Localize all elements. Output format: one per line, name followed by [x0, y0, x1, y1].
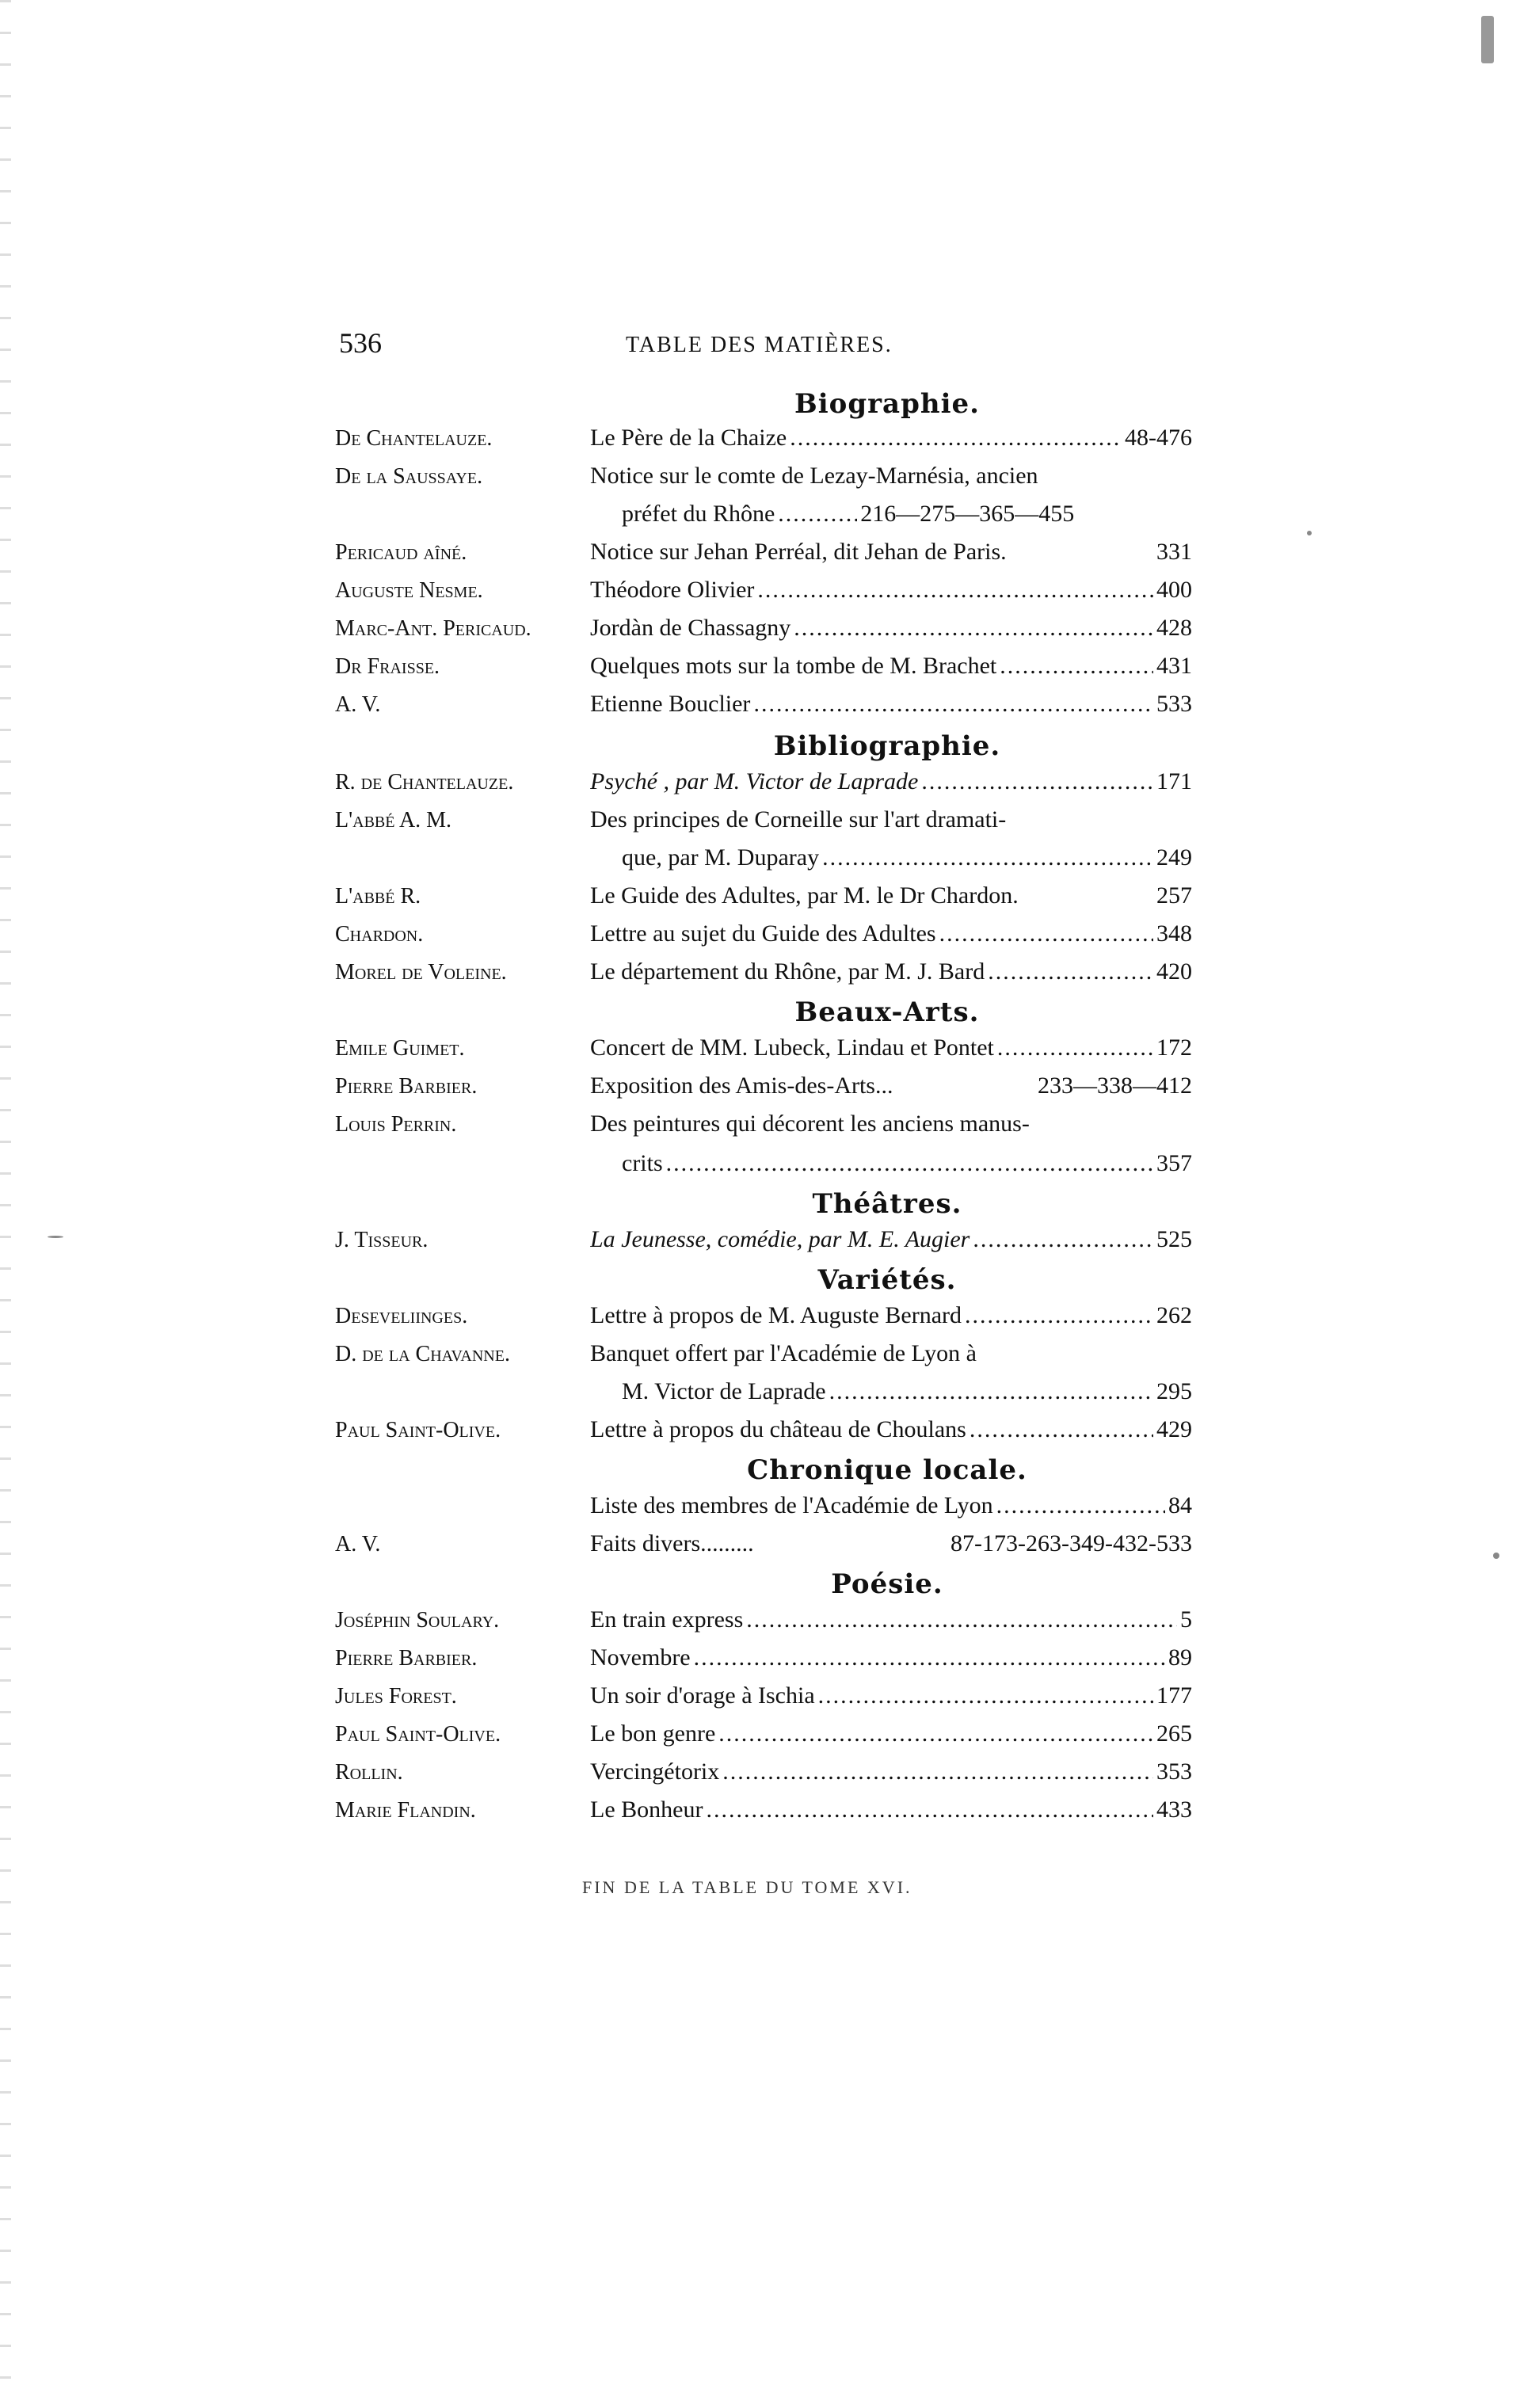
scan-speck: [48, 1236, 63, 1238]
page-number: 536: [339, 327, 382, 359]
entry-page: 265: [1156, 1720, 1192, 1747]
entry-title: Exposition des Amis-des-Arts...: [590, 1073, 893, 1099]
running-title: TABLE DES MATIÈRES.: [626, 333, 893, 357]
entry-title: Jordàn de Chassagny: [590, 615, 791, 641]
entry-author: Marc-Ant. Pericaud.: [335, 616, 531, 641]
entry-author: Joséphin Soulary.: [335, 1608, 500, 1633]
entry-page: 249: [1156, 844, 1192, 871]
entry-title: Le Bonheur: [590, 1796, 703, 1823]
entry-page: 171: [1156, 768, 1192, 794]
entry-title-row: [590, 539, 1192, 566]
entry-author: Jules Forest.: [335, 1684, 457, 1709]
entry-title: Des peintures qui décorent les anciens manus-: [590, 1111, 1030, 1137]
entry-continuation: M. Victor de Laprade: [622, 1378, 826, 1404]
entry-title: Lettre à propos de M. Auguste Bernard: [590, 1302, 962, 1328]
entry-title: Un soir d'orage à Ischia: [590, 1682, 815, 1709]
section-heading-varietes: Variétés.: [817, 1264, 957, 1296]
entry-author: Paul Saint-Olive.: [335, 1418, 501, 1442]
entry-author: Deseveliinges.: [335, 1304, 468, 1328]
entry-title: Notice sur le comte de Lezay-Marnésia, ancien: [590, 463, 1038, 489]
entry-title-row: [590, 1796, 1192, 1823]
entry-page: 533: [1156, 691, 1192, 717]
entry-title: La Jeunesse, comédie, par M. E. Augier: [590, 1226, 970, 1252]
entry-title-row: [590, 653, 1192, 680]
entry-title-row: [590, 1606, 1192, 1633]
entry-author: Louis Perrin.: [335, 1112, 457, 1137]
entry-page: 87-173-263-349-432-533: [950, 1530, 1192, 1556]
entry-title: Quelques mots sur la tombe de M. Brachet: [590, 653, 997, 679]
entry-page: 400: [1156, 577, 1192, 603]
entry-title-row: [590, 691, 1192, 718]
entry-title: Le Guide des Adultes, par M. le Dr Chardon.: [590, 882, 1019, 909]
entry-title-row: [590, 577, 1192, 604]
scan-speck: [1493, 1553, 1499, 1559]
section-heading-poesie: Poésie.: [831, 1568, 943, 1600]
entry-page: 5: [1180, 1606, 1192, 1633]
entry-author: R. de Chantelauze.: [335, 770, 514, 794]
entry-title-row: [590, 768, 1192, 795]
entry-title: Le Père de la Chaize: [590, 425, 787, 451]
entry-page: 262: [1156, 1302, 1192, 1328]
entry-author: Rollin.: [335, 1760, 403, 1785]
entry-author: D. de la Chavanne.: [335, 1342, 510, 1366]
entry-author: De la Saussaye.: [335, 464, 483, 489]
entry-title-row: [590, 1226, 1192, 1253]
section-heading-chronique-locale: Chronique locale.: [747, 1454, 1027, 1486]
entry-page: 48-476: [1125, 425, 1192, 451]
entry-page: 353: [1156, 1758, 1192, 1785]
entry-title: Des principes de Corneille sur l'art dramati-: [590, 806, 1007, 833]
entry-author: Paul Saint-Olive.: [335, 1722, 501, 1747]
entry-page: 431: [1156, 653, 1192, 679]
entry-title: En train express: [590, 1606, 744, 1633]
entry-title-row: [590, 425, 1192, 452]
entry-page: 172: [1156, 1034, 1192, 1061]
entry-title: Notice sur Jehan Perréal, dit Jehan de Paris.: [590, 539, 1007, 565]
entry-title-row: [590, 1682, 1192, 1709]
entry-author: Morel de Voleine.: [335, 960, 507, 985]
section-heading-beaux-arts: Beaux-Arts.: [794, 996, 980, 1028]
scan-speck: [1307, 531, 1312, 535]
entry-author: A. V.: [335, 692, 381, 717]
entry-title: Etienne Bouclier: [590, 691, 751, 717]
entry-continuation: préfet du Rhône: [622, 501, 775, 527]
entry-page: 428: [1156, 615, 1192, 641]
entry-title-row: [590, 1530, 1192, 1557]
entry-author: J. Tisseur.: [335, 1228, 429, 1252]
section-heading-bibliographie: Bibliographie.: [773, 730, 1001, 762]
entry-title: Lettre à propos du château de Choulans: [590, 1416, 966, 1442]
entry-author: Marie Flandin.: [335, 1798, 476, 1823]
entry-page: 348: [1156, 920, 1192, 947]
entry-author: Chardon.: [335, 922, 424, 947]
section-heading-biographie: Biographie.: [794, 388, 980, 420]
entry-title: Vercingétorix: [590, 1758, 720, 1785]
entry-page: 429: [1156, 1416, 1192, 1442]
entry-title: Le bon genre: [590, 1720, 716, 1747]
entry-title-row: [590, 1416, 1192, 1443]
end-of-table-note: FIN DE LA TABLE DU TOME XVI.: [582, 1877, 912, 1897]
entry-title: Le département du Rhône, par M. J. Bard: [590, 958, 985, 985]
scan-speck: [1481, 16, 1494, 63]
entry-continuation-row: [622, 1150, 1192, 1177]
entry-continuation: crits: [622, 1150, 663, 1176]
entry-title: Lettre au sujet du Guide des Adultes: [590, 920, 936, 947]
entry-page: 84: [1168, 1492, 1192, 1518]
entry-title: Théodore Olivier: [590, 577, 755, 603]
entry-title: Novembre: [590, 1644, 691, 1671]
entry-author: Dr Fraisse.: [335, 654, 440, 679]
entry-title-row: [590, 806, 1192, 833]
entry-author: Pierre Barbier.: [335, 1074, 478, 1099]
entry-author: L'abbé R.: [335, 884, 421, 909]
entry-title-row: [590, 1111, 1192, 1137]
entry-page: 89: [1168, 1644, 1192, 1671]
entry-author: De Chantelauze.: [335, 426, 493, 451]
entry-continuation: que, par M. Duparay: [622, 844, 820, 871]
entry-title: Banquet offert par l'Académie de Lyon à: [590, 1340, 977, 1366]
entry-continuation-row: [622, 1378, 1192, 1405]
entry-title-row: [590, 1340, 1192, 1367]
entry-author: Pierre Barbier.: [335, 1646, 478, 1671]
entry-page: 177: [1156, 1682, 1192, 1709]
entry-page: 295: [1156, 1378, 1192, 1404]
entry-title-row: [590, 920, 1192, 947]
entry-title-row: [590, 1720, 1192, 1747]
left-edge-texture: [0, 0, 11, 2408]
entry-title-row: [590, 615, 1192, 642]
entry-title-row: [590, 1302, 1192, 1329]
entry-page: 433: [1156, 1796, 1192, 1823]
entry-title-row: [590, 1492, 1192, 1519]
entry-title-row: [590, 1034, 1192, 1061]
entry-page: 233—338—412: [1038, 1073, 1192, 1099]
entry-author: L'abbé A. M.: [335, 808, 452, 833]
section-heading-theatres: Théâtres.: [812, 1188, 962, 1220]
entry-title: Liste des membres de l'Académie de Lyon: [590, 1492, 993, 1518]
entry-title-row: [590, 882, 1192, 909]
entry-title: Faits divers.........: [590, 1530, 754, 1556]
entry-continuation-row: [622, 844, 1192, 871]
entry-author: Emile Guimet.: [335, 1036, 465, 1061]
entry-author: A. V.: [335, 1532, 381, 1556]
entry-title: Psyché , par M. Victor de Laprade: [590, 768, 919, 794]
entry-page: 525: [1156, 1226, 1192, 1252]
entry-title-row: [590, 463, 1192, 490]
entry-page: 257: [1156, 882, 1192, 909]
entry-continuation-row: [622, 501, 1192, 528]
entry-title-row: [590, 958, 1192, 985]
entry-title-row: [590, 1073, 1192, 1099]
entry-author: Auguste Nesme.: [335, 578, 483, 603]
entry-author: Pericaud aîné.: [335, 540, 467, 565]
entry-page: 216—275—365—455: [860, 501, 1075, 527]
entry-page: 331: [1156, 539, 1192, 565]
entry-title-row: [590, 1758, 1192, 1785]
entry-page: 357: [1156, 1150, 1192, 1176]
entry-page: 420: [1156, 958, 1192, 985]
entry-title-row: [590, 1644, 1192, 1671]
entry-title: Concert de MM. Lubeck, Lindau et Pontet: [590, 1034, 994, 1061]
